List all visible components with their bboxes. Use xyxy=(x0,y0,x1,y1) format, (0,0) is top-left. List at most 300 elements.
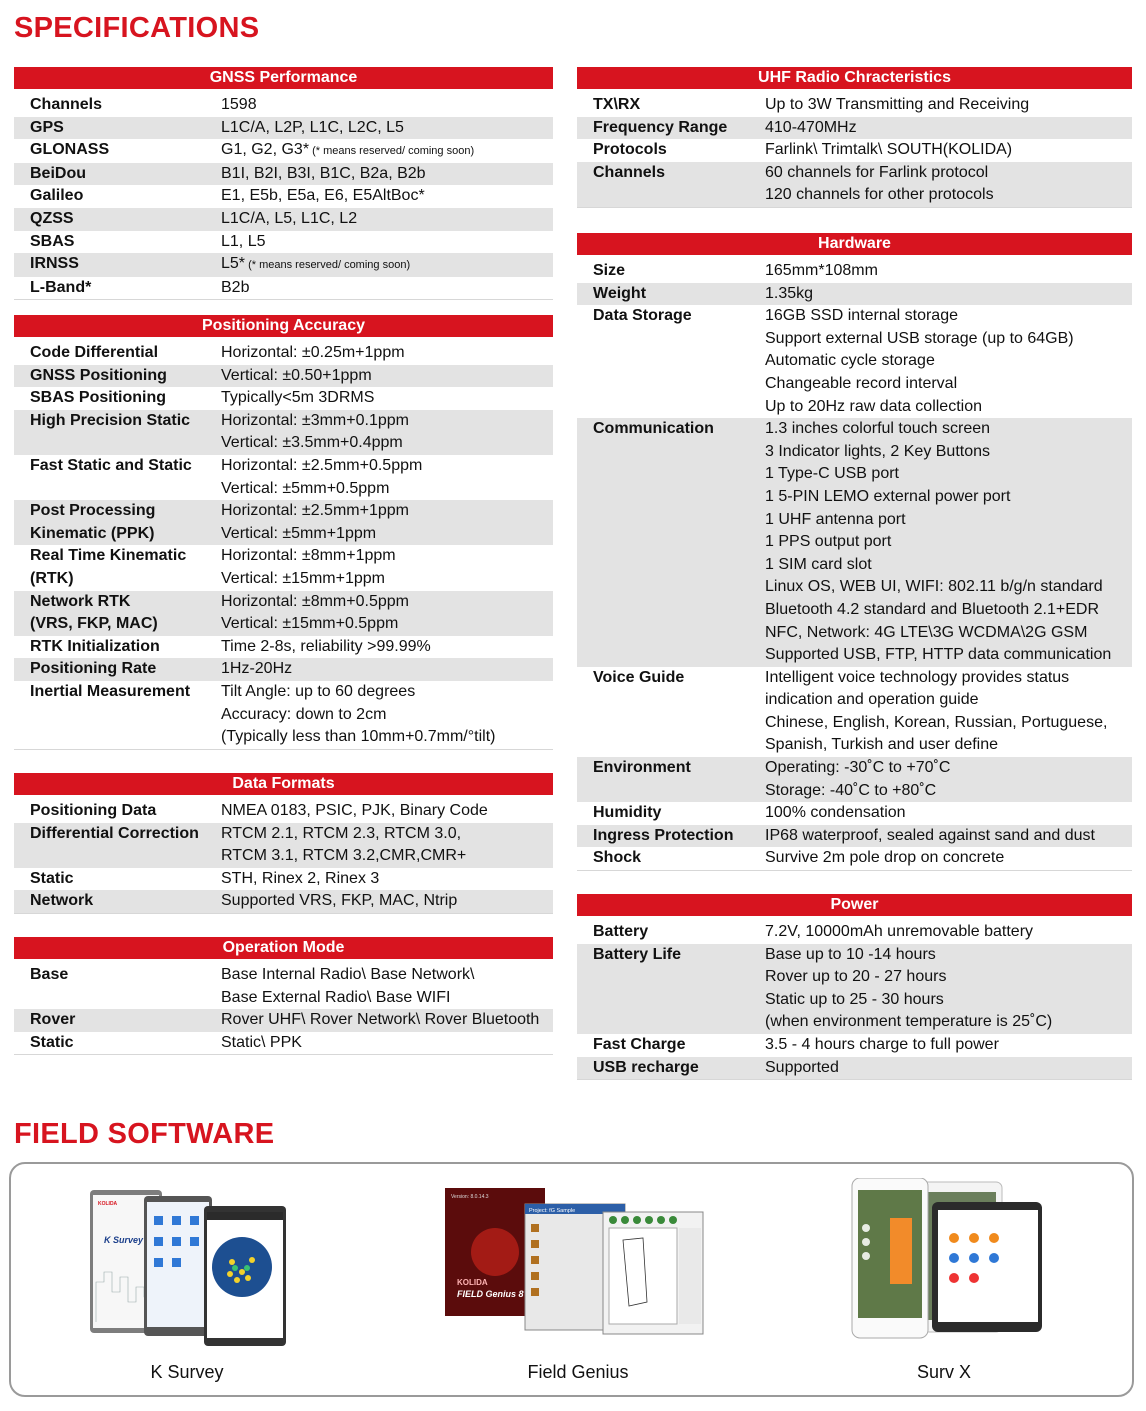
spec-value-text: 165mm*108mm xyxy=(765,262,878,279)
spec-label: Humidity xyxy=(593,804,662,822)
spec-values xyxy=(765,305,1132,418)
spec-value-text: 120 channels for other protocols xyxy=(765,186,994,204)
spec-value-text: 1 SIM card slot xyxy=(765,555,872,573)
spec-row xyxy=(577,305,1132,418)
spec-row xyxy=(577,283,1132,306)
field-genius-screens-image xyxy=(443,1182,713,1347)
spec-values xyxy=(221,231,553,254)
spec-row xyxy=(577,667,1132,757)
spec-value-text: Spanish, Turkish and user define xyxy=(765,736,999,754)
spec-value xyxy=(221,455,553,478)
spec-value-text: Base External Radio\ Base WIFI xyxy=(221,988,451,1006)
spec-value-text: 3.5 - 4 hours charge to full power xyxy=(765,1035,999,1053)
spec-value-text: G1, G2, G3* xyxy=(221,141,310,159)
spec-value xyxy=(765,944,1132,967)
spec-values xyxy=(765,94,1132,117)
spec-label: Channels xyxy=(30,96,103,113)
spec-value xyxy=(765,531,1132,554)
spec-values xyxy=(221,94,553,117)
spec-label: Code Differential xyxy=(30,344,159,361)
spec-value xyxy=(221,636,553,659)
spec-label: Data Storage xyxy=(593,307,692,325)
field-software-panel xyxy=(9,1162,1134,1397)
spec-label: High Precision Static xyxy=(30,411,191,429)
spec-value-text: RTCM 3.1, RTCM 3.2,CMR,CMR+ xyxy=(221,847,467,865)
spec-label: SBAS Positioning xyxy=(30,389,166,407)
spec-row xyxy=(14,231,553,254)
spec-value xyxy=(765,921,1132,944)
spec-label: GNSS Positioning xyxy=(30,366,167,384)
spec-value-text: 1.3 inches colorful touch screen xyxy=(765,420,991,438)
section-heading: Data Formats xyxy=(14,773,553,795)
spec-value xyxy=(221,681,553,704)
spec-section xyxy=(14,937,553,1055)
spec-values xyxy=(221,823,553,868)
spec-value xyxy=(765,373,1132,396)
spec-label: Channels xyxy=(593,163,666,181)
spec-value-text: 1Hz-20Hz xyxy=(221,660,293,678)
spec-values xyxy=(765,283,1132,306)
spec-value xyxy=(221,658,553,681)
spec-row xyxy=(577,260,1132,283)
spec-value xyxy=(221,432,553,455)
spec-value-text: indication and operation guide xyxy=(765,691,979,709)
spec-value xyxy=(221,823,553,846)
spec-value xyxy=(765,622,1132,645)
spec-row xyxy=(577,117,1132,140)
spec-row xyxy=(14,681,553,749)
section-heading: Power xyxy=(577,894,1132,916)
spec-value xyxy=(221,726,553,749)
spec-value xyxy=(765,825,1132,848)
spec-value xyxy=(221,342,553,365)
spec-value-text: Vertical: ±3.5mm+0.4ppm xyxy=(221,434,403,452)
spec-row xyxy=(14,800,553,823)
spec-section xyxy=(577,67,1132,208)
spec-value-text: 1 5-PIN LEMO external power port xyxy=(765,487,1011,505)
spec-value-text: Base up to 10 -14 hours xyxy=(765,945,936,963)
section-table xyxy=(577,260,1132,871)
spec-values xyxy=(221,365,553,388)
spec-values xyxy=(765,802,1132,825)
spec-value-text: Up to 20Hz raw data collection xyxy=(765,397,982,415)
spec-value-text: 3 Indicator lights, 2 Key Buttons xyxy=(765,442,991,460)
spec-value-text: Horizontal: ±0.25m+1ppm xyxy=(221,344,405,361)
spec-value-text: Supported VRS, FKP, MAC, Ntrip xyxy=(221,892,458,910)
spec-value xyxy=(221,523,553,546)
spec-row xyxy=(577,94,1132,117)
spec-value-text: 7.2V, 10000mAh unremovable battery xyxy=(765,923,1034,940)
spec-footnote: (* means reserved/ coming soon) xyxy=(309,145,475,158)
spec-value-text: Survive 2m pole drop on concrete xyxy=(765,849,1005,867)
spec-value-text: Static\ PPK xyxy=(221,1033,302,1051)
spec-value xyxy=(221,1009,553,1032)
section-table xyxy=(577,94,1132,208)
spec-row xyxy=(577,802,1132,825)
spec-value xyxy=(765,486,1132,509)
spec-values xyxy=(765,667,1132,757)
spec-values xyxy=(221,139,553,163)
spec-value xyxy=(221,277,553,300)
spec-value xyxy=(221,253,553,277)
spec-label: Voice Guide xyxy=(593,668,685,686)
spec-label: Size xyxy=(593,262,626,279)
spec-value-text: L1, L5 xyxy=(221,232,266,250)
spec-value-text: L5* xyxy=(221,255,246,273)
spec-value-text: Vertical: ±5mm+0.5ppm xyxy=(221,479,390,497)
spec-value xyxy=(765,989,1132,1012)
spec-value xyxy=(765,599,1132,622)
spec-value-text: 410-470MHz xyxy=(765,118,857,136)
spec-row xyxy=(577,847,1132,870)
spec-value xyxy=(221,845,553,868)
software-k-survey[interactable] xyxy=(37,1164,337,1395)
spec-values xyxy=(221,545,553,590)
spec-value xyxy=(765,780,1132,803)
spec-value-text: 1 PPS output port xyxy=(765,533,892,551)
spec-footnote: (* means reserved/ coming soon) xyxy=(245,259,411,272)
spec-row xyxy=(14,636,553,659)
spec-row xyxy=(577,418,1132,667)
spec-row xyxy=(577,1034,1132,1057)
spec-section xyxy=(14,315,553,750)
spec-value xyxy=(221,94,553,117)
spec-label: Communication xyxy=(593,420,714,438)
spec-values xyxy=(221,277,553,300)
spec-label: RTK Initialization xyxy=(30,637,160,655)
spec-row xyxy=(14,185,553,208)
spec-value-text: Supported USB, FTP, HTTP data communication xyxy=(765,646,1112,664)
spec-row xyxy=(577,162,1132,207)
k-survey-label: K Survey xyxy=(150,1362,224,1382)
spec-value xyxy=(765,966,1132,989)
spec-values xyxy=(221,387,553,410)
spec-label: IRNSS xyxy=(30,255,79,273)
spec-row xyxy=(14,94,553,117)
spec-section xyxy=(577,233,1132,871)
spec-label: Protocols xyxy=(593,141,667,159)
spec-value xyxy=(765,305,1132,328)
spec-value xyxy=(221,704,553,727)
spec-value xyxy=(221,1032,553,1055)
spec-value xyxy=(221,987,553,1010)
spec-value xyxy=(221,500,553,523)
spec-values xyxy=(221,890,553,913)
spec-values xyxy=(765,757,1132,802)
spec-label: Static xyxy=(30,1033,74,1051)
spec-row xyxy=(14,890,553,913)
spec-value xyxy=(221,208,553,231)
section-table xyxy=(14,964,553,1055)
spec-section xyxy=(14,773,553,914)
section-table xyxy=(577,921,1132,1080)
spec-value xyxy=(221,868,553,891)
spec-row xyxy=(577,944,1132,1034)
spec-value-text: Rover up to 20 - 27 hours xyxy=(765,968,947,986)
spec-values xyxy=(221,500,553,545)
spec-values xyxy=(221,964,553,1009)
spec-row xyxy=(577,825,1132,848)
spec-label: Weight xyxy=(593,284,647,302)
spec-label: Battery Life xyxy=(593,945,682,963)
spec-values xyxy=(765,1034,1132,1057)
spec-label: Environment xyxy=(593,759,691,777)
spec-label: USB recharge xyxy=(593,1058,699,1076)
spec-row xyxy=(14,868,553,891)
spec-row xyxy=(577,921,1132,944)
spec-section xyxy=(577,894,1132,1080)
spec-label: Base xyxy=(30,966,69,983)
spec-label: Real Time Kinematic (RTK) xyxy=(30,547,187,587)
spec-value xyxy=(221,410,553,433)
surv-x-devices-image xyxy=(844,1178,1044,1343)
spec-value xyxy=(765,576,1132,599)
spec-value xyxy=(221,163,553,186)
spec-value xyxy=(765,1057,1132,1080)
spec-value-text: Linux OS, WEB UI, WIFI: 802.11 b/g/n standard xyxy=(765,578,1103,596)
spec-values xyxy=(765,260,1132,283)
spec-value-text: 16GB SSD internal storage xyxy=(765,307,958,325)
spec-value xyxy=(765,328,1132,351)
spec-row xyxy=(14,208,553,231)
spec-values xyxy=(221,410,553,455)
spec-value-text: Typically<5m 3DRMS xyxy=(221,389,375,407)
spec-value-text: NMEA 0183, PSIC, PJK, Binary Code xyxy=(221,802,488,819)
spec-values xyxy=(221,658,553,681)
spec-row xyxy=(14,823,553,868)
spec-label: Positioning Rate xyxy=(30,660,157,678)
spec-value xyxy=(765,712,1132,735)
spec-value-text: Horizontal: ±8mm+0.5ppm xyxy=(221,592,409,610)
k-survey-brand-text: KOLIDA xyxy=(98,1201,118,1207)
spec-value xyxy=(765,94,1132,117)
spec-label: SBAS xyxy=(30,232,75,250)
spec-label: Frequency Range xyxy=(593,118,728,136)
spec-value-text: Up to 3W Transmitting and Receiving xyxy=(765,96,1030,113)
spec-value-text: Base Internal Radio\ Base Network\ xyxy=(221,966,475,983)
spec-row xyxy=(14,253,553,277)
spec-value-text: NFC, Network: 4G LTE\3G WCDMA\2G GSM xyxy=(765,623,1088,641)
spec-value-text: Chinese, English, Korean, Russian, Portuguese, xyxy=(765,713,1108,731)
spec-value xyxy=(765,184,1132,207)
spec-value xyxy=(221,591,553,614)
field-genius-version-text: Version: 8.0.14.3 xyxy=(451,1194,489,1200)
spec-value-text: Time 2-8s, reliability >99.99% xyxy=(221,637,431,655)
spec-row xyxy=(14,1009,553,1032)
spec-value-text: 100% condensation xyxy=(765,804,906,822)
spec-value xyxy=(765,162,1132,185)
spec-values xyxy=(765,162,1132,207)
spec-row xyxy=(14,342,553,365)
section-table xyxy=(14,342,553,750)
spec-value xyxy=(765,396,1132,419)
spec-value xyxy=(765,644,1132,667)
spec-value-text: Support external USB storage (up to 64GB) xyxy=(765,329,1074,347)
spec-value xyxy=(765,847,1132,870)
spec-value xyxy=(221,387,553,410)
spec-values xyxy=(221,117,553,140)
spec-label: Positioning Data xyxy=(30,802,157,819)
spec-label: TX\RX xyxy=(593,96,641,113)
spec-value-text: 1 UHF antenna port xyxy=(765,510,906,528)
surv-x-label: Surv X xyxy=(916,1362,972,1382)
spec-value xyxy=(221,185,553,208)
spec-value xyxy=(765,509,1132,532)
spec-value xyxy=(765,117,1132,140)
spec-value-text: Horizontal: ±8mm+1ppm xyxy=(221,547,396,565)
spec-value xyxy=(765,689,1132,712)
spec-values xyxy=(765,139,1132,162)
spec-row xyxy=(577,139,1132,162)
spec-value xyxy=(221,139,553,163)
software-field-genius[interactable] xyxy=(428,1164,728,1395)
spec-row xyxy=(14,365,553,388)
spec-value xyxy=(221,890,553,913)
spec-value xyxy=(765,283,1132,306)
spec-value-text: Operating: -30˚C to +70˚C xyxy=(765,759,951,777)
spec-row xyxy=(14,658,553,681)
spec-value-text: Rover UHF\ Rover Network\ Rover Bluetooth xyxy=(221,1011,540,1029)
section-table xyxy=(14,800,553,914)
spec-row xyxy=(14,500,553,545)
spec-values xyxy=(221,1009,553,1032)
k-survey-logo-text: K Survey xyxy=(104,1235,144,1245)
field-genius-window-title: Project: fG Sample xyxy=(529,1208,576,1214)
spec-value-text: Supported xyxy=(765,1058,839,1076)
spec-value-text: Static up to 25 - 30 hours xyxy=(765,990,944,1008)
spec-value-text: E1, E5b, E5a, E6, E5AltBoc* xyxy=(221,187,425,205)
spec-value xyxy=(765,441,1132,464)
spec-row xyxy=(14,117,553,140)
spec-value-text: Changeable record interval xyxy=(765,374,958,392)
spec-row xyxy=(14,163,553,186)
spec-value-text: L1C/A, L5, L1C, L2 xyxy=(221,209,358,227)
spec-value-text: Tilt Angle: up to 60 degrees xyxy=(221,682,416,700)
spec-value xyxy=(221,964,553,987)
spec-value-text: (when environment temperature is 25˚C) xyxy=(765,1013,1053,1031)
spec-values xyxy=(765,847,1132,870)
spec-label: Network RTK (VRS, FKP, MAC) xyxy=(30,592,158,633)
spec-value xyxy=(221,545,553,568)
spec-value-text: 1.35kg xyxy=(765,284,814,302)
spec-label: Ingress Protection xyxy=(593,826,734,844)
spec-value-text: Vertical: ±15mm+1ppm xyxy=(221,569,385,587)
spec-row xyxy=(577,1057,1132,1080)
spec-label: Post Processing Kinematic (PPK) xyxy=(30,502,156,542)
spec-section xyxy=(14,67,553,300)
spec-value xyxy=(221,231,553,254)
section-heading: Hardware xyxy=(577,233,1132,255)
spec-value-text: IP68 waterproof, sealed against sand and dust xyxy=(765,826,1095,844)
spec-values xyxy=(221,163,553,186)
spec-label: Network xyxy=(30,892,94,910)
spec-value-text: Horizontal: ±2.5mm+1ppm xyxy=(221,502,409,520)
spec-values xyxy=(221,681,553,749)
spec-row xyxy=(14,387,553,410)
spec-value xyxy=(221,478,553,501)
k-survey-phones-image xyxy=(82,1182,292,1347)
spec-row xyxy=(14,410,553,455)
spec-value-text: RTCM 2.1, RTCM 2.3, RTCM 3.0, xyxy=(221,824,462,842)
spec-values xyxy=(221,455,553,500)
spec-label: GLONASS xyxy=(30,141,110,159)
spec-value xyxy=(221,800,553,823)
spec-value-text: Bluetooth 4.2 standard and Bluetooth 2.1+EDR xyxy=(765,600,1100,618)
spec-values xyxy=(221,591,553,636)
spec-label: GPS xyxy=(30,118,64,136)
spec-value xyxy=(765,734,1132,757)
spec-values xyxy=(221,253,553,277)
spec-label: Fast Charge xyxy=(593,1035,686,1053)
spec-value xyxy=(765,350,1132,373)
spec-value-text: Farlink\ Trimtalk\ SOUTH(KOLIDA) xyxy=(765,141,1013,159)
spec-value xyxy=(765,1034,1132,1057)
spec-values xyxy=(765,921,1132,944)
spec-value xyxy=(221,117,553,140)
field-software-title: FIELD SOFTWARE xyxy=(14,1118,275,1150)
spec-value-text: B1I, B2I, B3I, B1C, B2a, B2b xyxy=(221,164,426,182)
field-genius-brand-text: KOLIDA xyxy=(457,1278,488,1287)
spec-values xyxy=(765,944,1132,1034)
spec-label: Battery xyxy=(593,923,649,940)
section-table xyxy=(14,94,553,300)
spec-value xyxy=(765,802,1132,825)
spec-label: Rover xyxy=(30,1011,76,1029)
spec-value xyxy=(765,463,1132,486)
section-heading: Operation Mode xyxy=(14,937,553,959)
spec-row xyxy=(14,455,553,500)
spec-row xyxy=(14,277,553,300)
spec-row xyxy=(14,964,553,1009)
spec-value-text: Vertical: ±5mm+1ppm xyxy=(221,524,377,542)
spec-values xyxy=(221,208,553,231)
spec-row xyxy=(14,139,553,163)
spec-value-text: Vertical: ±0.50+1ppm xyxy=(221,366,372,384)
spec-row xyxy=(577,757,1132,802)
spec-value-text: Vertical: ±15mm+0.5ppm xyxy=(221,615,399,633)
spec-label: Galileo xyxy=(30,187,84,205)
spec-value xyxy=(765,554,1132,577)
spec-label: Differential Correction xyxy=(30,824,199,842)
spec-label: QZSS xyxy=(30,209,74,227)
spec-values xyxy=(221,342,553,365)
spec-value xyxy=(765,139,1132,162)
spec-value xyxy=(765,1011,1132,1034)
section-heading: Positioning Accuracy xyxy=(14,315,553,337)
spec-label: Fast Static and Static xyxy=(30,456,192,474)
spec-value xyxy=(765,757,1132,780)
spec-label: L-Band* xyxy=(30,278,92,296)
spec-value-text: Intelligent voice technology provides status xyxy=(765,668,1070,686)
spec-value-text: Automatic cycle storage xyxy=(765,352,935,370)
spec-label: Static xyxy=(30,869,74,887)
spec-value-text: Horizontal: ±2.5mm+0.5ppm xyxy=(221,456,423,474)
software-surv-x[interactable] xyxy=(794,1164,1094,1395)
spec-value-text: Accuracy: down to 2cm xyxy=(221,705,387,723)
spec-value-text: (Typically less than 10mm+0.7mm/°tilt) xyxy=(221,728,496,746)
spec-values xyxy=(221,800,553,823)
spec-label: Inertial Measurement xyxy=(30,682,191,700)
spec-value xyxy=(765,418,1132,441)
spec-label: BeiDou xyxy=(30,164,86,182)
spec-value-text: B2b xyxy=(221,278,250,296)
spec-row xyxy=(14,1032,553,1055)
spec-values xyxy=(221,636,553,659)
spec-value-text: 60 channels for Farlink protocol xyxy=(765,163,989,181)
section-heading: UHF Radio Chracteristics xyxy=(577,67,1132,89)
spec-values xyxy=(221,185,553,208)
spec-value-text: STH, Rinex 2, Rinex 3 xyxy=(221,869,380,887)
